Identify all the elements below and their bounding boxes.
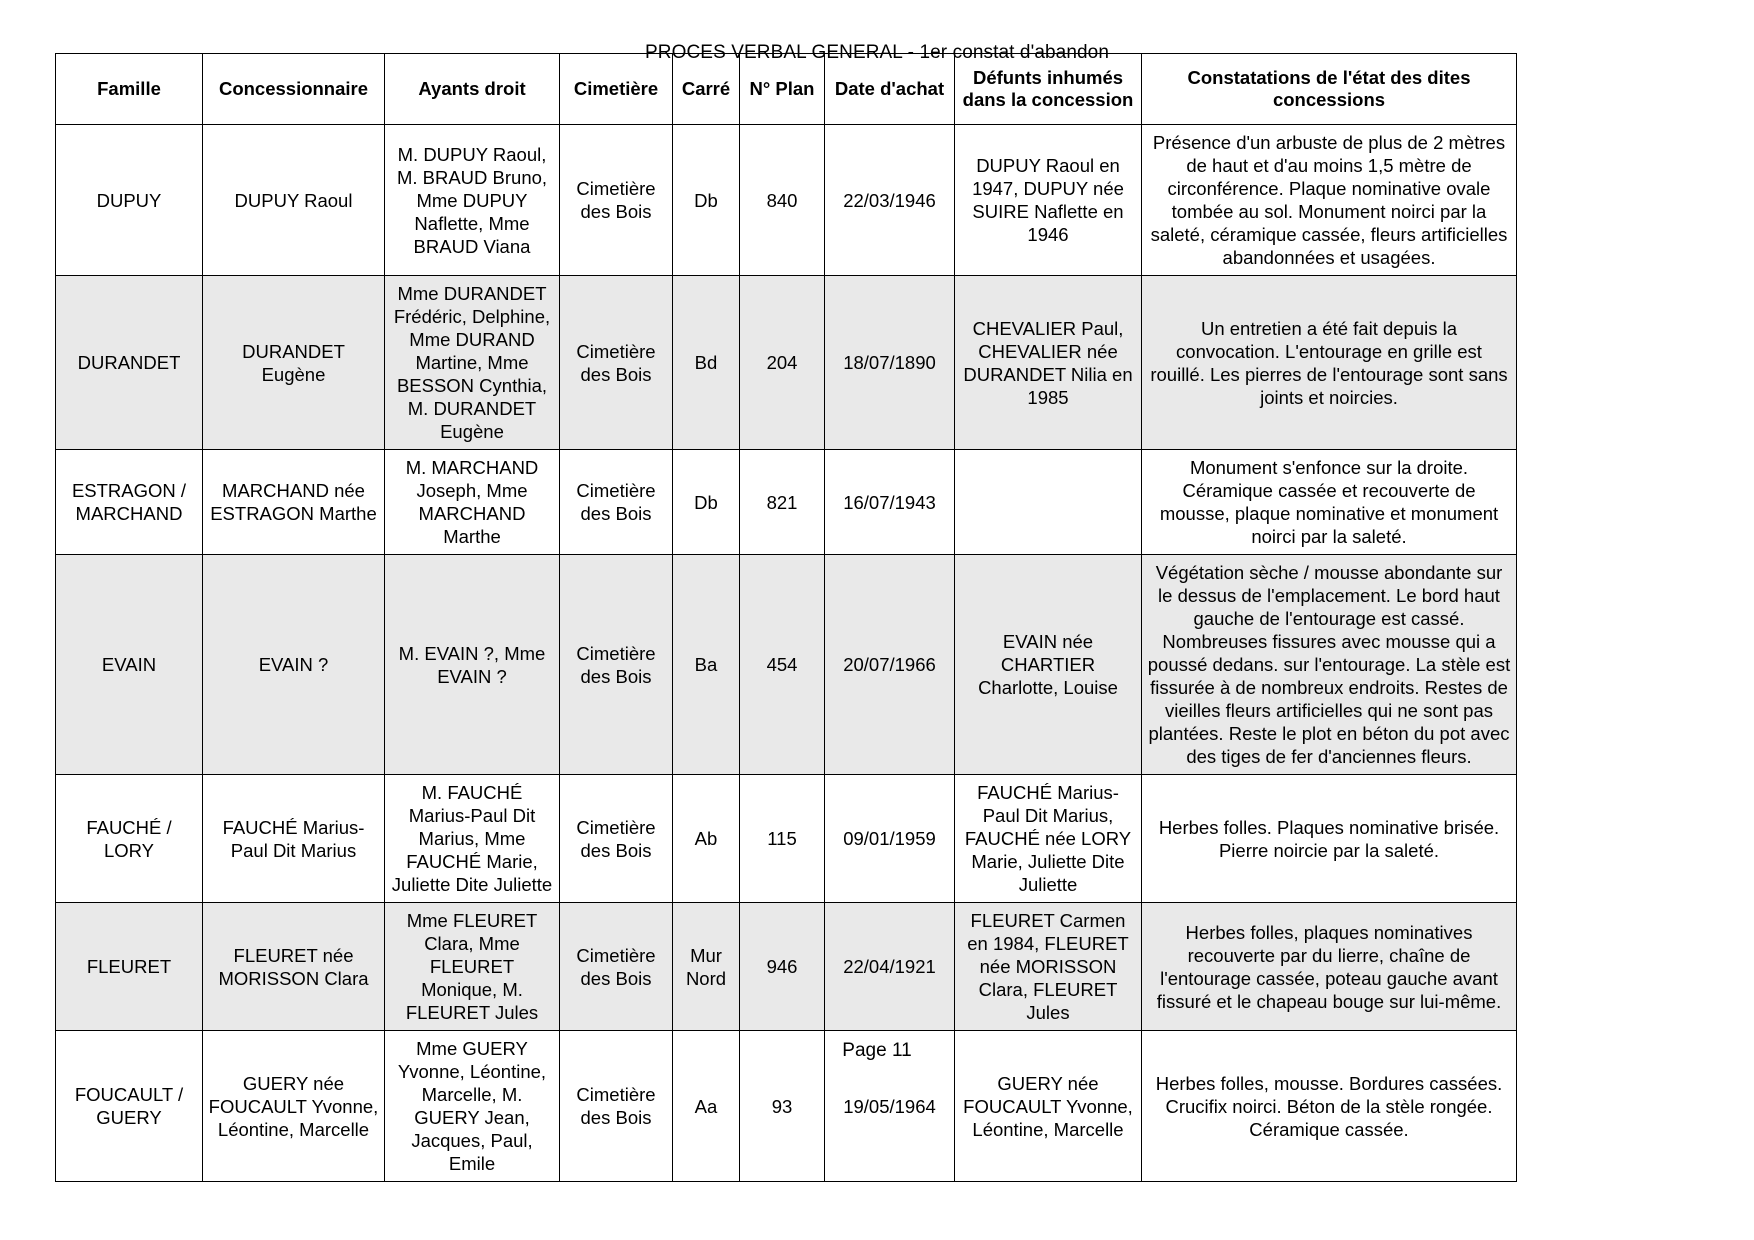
table-row	[56, 775, 1517, 903]
cell-famille: FOUCAULT / GUERY	[56, 1031, 203, 1182]
cell-date-achat: 19/05/1964	[825, 1031, 955, 1182]
cell-defunts: GUERY née FOUCAULT Yvonne, Léontine, Marcelle	[955, 1031, 1142, 1182]
cell-cimetiere: Cimetière des Bois	[560, 276, 673, 450]
cell-ayants-droit: M. FAUCHÉ Marius-Paul Dit Marius, Mme FAUCHÉ Marie, Juliette Dite Juliette	[385, 775, 560, 903]
table-row	[56, 555, 1517, 775]
table-header	[56, 54, 1517, 125]
header-row	[56, 54, 1517, 125]
cell-constatations: Monument s'enfonce sur la droite. Céramique cassée et recouverte de mousse, plaque nominative et monument noirci par la saleté.	[1142, 450, 1517, 555]
cell-constatations: Présence d'un arbuste de plus de 2 mètres de haut et d'au moins 1,5 mètre de circonférence. Plaque nominative ovale tombée au sol. Monument noirci par la saleté, céramique cassée, fleurs artificielles abandonnées et usagées.	[1142, 125, 1517, 276]
cell-constatations: Herbes folles, mousse. Bordures cassées. Crucifix noirci. Béton de la stèle rongée. Céramique cassée.	[1142, 1031, 1517, 1182]
cell-no-plan: 204	[740, 276, 825, 450]
cell-no-plan: 115	[740, 775, 825, 903]
cell-constatations: Herbes folles. Plaques nominative brisée. Pierre noircie par la saleté.	[1142, 775, 1517, 903]
cell-carre: Db	[673, 450, 740, 555]
cell-famille: DUPUY	[56, 125, 203, 276]
table-body	[56, 125, 1517, 1182]
cell-constatations: Un entretien a été fait depuis la convocation. L'entourage en grille est rouillé. Les pierres de l'entourage sont sans joints et noircies.	[1142, 276, 1517, 450]
concessions-table	[55, 53, 1517, 1182]
cell-date-achat: 18/07/1890	[825, 276, 955, 450]
cell-date-achat: 22/04/1921	[825, 903, 955, 1031]
column-header-date-achat: Date d'achat	[825, 54, 955, 125]
column-header-cimetiere: Cimetière	[560, 54, 673, 125]
defunts-header-line-2: dans la concession	[962, 89, 1134, 110]
column-header-no-plan: N° Plan	[740, 54, 825, 125]
cell-ayants-droit: Mme DURANDET Frédéric, Delphine, Mme DURAND Martine, Mme BESSON Cynthia, M. DURANDET Eugène	[385, 276, 560, 450]
cell-famille: FAUCHÉ / LORY	[56, 775, 203, 903]
cell-famille: ESTRAGON / MARCHAND	[56, 450, 203, 555]
cell-concessionnaire: FLEURET née MORISSON Clara	[203, 903, 385, 1031]
concessions-table-container	[55, 53, 1516, 1182]
table-row	[56, 450, 1517, 555]
cell-ayants-droit: M. MARCHAND Joseph, Mme MARCHAND Marthe	[385, 450, 560, 555]
cell-date-achat: 16/07/1943	[825, 450, 955, 555]
column-header-carre: Carré	[673, 54, 740, 125]
cell-no-plan: 946	[740, 903, 825, 1031]
cell-ayants-droit: M. DUPUY Raoul, M. BRAUD Bruno, Mme DUPUY Naflette, Mme BRAUD Viana	[385, 125, 560, 276]
cell-defunts: CHEVALIER Paul, CHEVALIER née DURANDET Nilia en 1985	[955, 276, 1142, 450]
cell-defunts: FLEURET Carmen en 1984, FLEURET née MORISSON Clara, FLEURET Jules	[955, 903, 1142, 1031]
cell-no-plan: 93	[740, 1031, 825, 1182]
cell-cimetiere: Cimetière des Bois	[560, 1031, 673, 1182]
table-row	[56, 276, 1517, 450]
cell-no-plan: 821	[740, 450, 825, 555]
cell-no-plan: 840	[740, 125, 825, 276]
cell-concessionnaire: DUPUY Raoul	[203, 125, 385, 276]
cell-carre: Mur Nord	[673, 903, 740, 1031]
cell-concessionnaire: EVAIN ?	[203, 555, 385, 775]
cell-carre: Aa	[673, 1031, 740, 1182]
cell-no-plan: 454	[740, 555, 825, 775]
cell-date-achat: 20/07/1966	[825, 555, 955, 775]
cell-carre: Db	[673, 125, 740, 276]
cell-constatations: Végétation sèche / mousse abondante sur le dessus de l'emplacement. Le bord haut gauche de l'entourage est cassé. Nombreuses fissures avec mousse qui a poussé dedans. sur l'entourage. La stèle est fissurée à de nombreux endroits. Restes de vieilles fleurs artificielles qui ne sont pas plantées. Reste le plot en béton du pot avec des tiges de fer d'anciennes fleurs.	[1142, 555, 1517, 775]
cell-cimetiere: Cimetière des Bois	[560, 450, 673, 555]
column-header-famille: Famille	[56, 54, 203, 125]
cell-defunts	[955, 450, 1142, 555]
column-header-concessionnaire: Concessionnaire	[203, 54, 385, 125]
cell-date-achat: 09/01/1959	[825, 775, 955, 903]
cell-famille: DURANDET	[56, 276, 203, 450]
cell-cimetiere: Cimetière des Bois	[560, 775, 673, 903]
cell-concessionnaire: MARCHAND née ESTRAGON Marthe	[203, 450, 385, 555]
cell-ayants-droit: Mme FLEURET Clara, Mme FLEURET Monique, M. FLEURET Jules	[385, 903, 560, 1031]
cell-date-achat: 22/03/1946	[825, 125, 955, 276]
cell-concessionnaire: GUERY née FOUCAULT Yvonne, Léontine, Marcelle	[203, 1031, 385, 1182]
cell-defunts: FAUCHÉ Marius-Paul Dit Marius, FAUCHÉ née LORY Marie, Juliette Dite Juliette	[955, 775, 1142, 903]
column-header-constatations: Constatations de l'état des dites concessions	[1142, 54, 1517, 125]
column-header-ayants-droit: Ayants droit	[385, 54, 560, 125]
cell-carre: Ba	[673, 555, 740, 775]
column-header-defunts-inhumes	[955, 54, 1142, 125]
table-row	[56, 125, 1517, 276]
cell-concessionnaire: DURANDET Eugène	[203, 276, 385, 450]
cell-cimetiere: Cimetière des Bois	[560, 555, 673, 775]
table-row	[56, 903, 1517, 1031]
cell-cimetiere: Cimetière des Bois	[560, 903, 673, 1031]
cell-constatations: Herbes folles, plaques nominatives recouverte par du lierre, chaîne de l'entourage cassée, poteau gauche avant fissuré et le chapeau bouge sur lui-même.	[1142, 903, 1517, 1031]
cell-cimetiere: Cimetière des Bois	[560, 125, 673, 276]
defunts-header-line-1: Défunts inhumés	[972, 67, 1124, 88]
cell-carre: Bd	[673, 276, 740, 450]
document-title: PROCES VERBAL GENERAL - 1er constat d'abandon	[645, 42, 1109, 63]
cell-famille: FLEURET	[56, 903, 203, 1031]
cell-concessionnaire: FAUCHÉ Marius-Paul Dit Marius	[203, 775, 385, 903]
cell-defunts: DUPUY Raoul en 1947, DUPUY née SUIRE Naflette en 1946	[955, 125, 1142, 276]
cell-ayants-droit: Mme GUERY Yvonne, Léontine, Marcelle, M. GUERY Jean, Jacques, Paul, Emile	[385, 1031, 560, 1182]
page-number-footer: Page 11	[842, 1040, 912, 1061]
cell-defunts: EVAIN née CHARTIER Charlotte, Louise	[955, 555, 1142, 775]
cell-carre: Ab	[673, 775, 740, 903]
cell-famille: EVAIN	[56, 555, 203, 775]
cell-ayants-droit: M. EVAIN ?, Mme EVAIN ?	[385, 555, 560, 775]
